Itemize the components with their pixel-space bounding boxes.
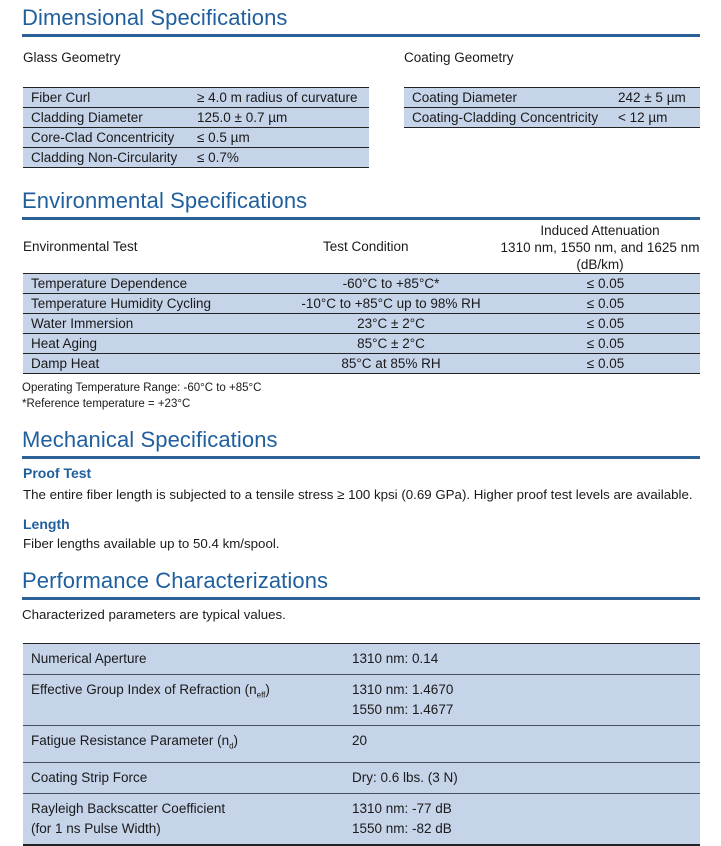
param-value-line: 1550 nm: 1.4677 xyxy=(352,702,454,717)
environmental-specifications-heading: Environmental Specifications xyxy=(22,187,700,220)
spec-value: ≤ 0.5 µm xyxy=(189,128,369,148)
performance-characterizations-heading: Performance Characterizations xyxy=(22,567,700,600)
param-value xyxy=(344,644,700,675)
induced-attenuation-header xyxy=(480,222,720,273)
glass-geometry-table xyxy=(23,87,369,168)
env-condition: 85°C ± 2°C xyxy=(271,334,511,354)
param-name-text: Rayleigh Backscatter Coefficient xyxy=(31,800,226,816)
dimensional-specifications-heading: Dimensional Specifications xyxy=(22,4,700,37)
table-row xyxy=(23,644,700,675)
param-value xyxy=(344,793,700,845)
table-row xyxy=(23,675,700,726)
param-name-text: Fatigue Resistance Parameter (n xyxy=(31,733,230,748)
table-row xyxy=(404,108,700,128)
env-attenuation: ≤ 0.05 xyxy=(511,334,700,354)
spec-value: ≤ 0.7% xyxy=(189,148,369,168)
env-attenuation: ≤ 0.05 xyxy=(511,354,700,374)
param-value-line: Dry: 0.6 lbs. (3 N) xyxy=(352,769,458,785)
spec-value: < 12 µm xyxy=(610,108,700,128)
env-attenuation: ≤ 0.05 xyxy=(511,294,700,314)
table-row xyxy=(23,88,369,108)
param-subscript: d xyxy=(229,741,234,751)
env-condition: -60°C to +85°C* xyxy=(271,274,511,294)
param-name-text: Numerical Aperture xyxy=(31,651,147,666)
mechanical-specifications-heading: Mechanical Specifications xyxy=(22,426,700,459)
env-test: Water Immersion xyxy=(23,314,271,334)
coating-geometry-label: Coating Geometry xyxy=(404,50,514,65)
param-value xyxy=(344,675,700,726)
param-value xyxy=(344,726,700,763)
spec-name: Cladding Diameter xyxy=(23,108,189,128)
table-row xyxy=(23,334,700,354)
performance-intro: Characterized parameters are typical values. xyxy=(22,607,286,622)
param-value xyxy=(344,762,700,793)
glass-geometry-label: Glass Geometry xyxy=(23,50,121,65)
param-value-line: 20 xyxy=(352,733,368,748)
param-name xyxy=(23,793,344,845)
param-name-text: Coating Strip Force xyxy=(31,769,148,785)
table-row xyxy=(23,793,700,845)
spec-value: 242 ± 5 µm xyxy=(610,88,700,108)
param-name-text: (for 1 ns Pulse Width) xyxy=(31,820,161,836)
param-value-line: 1310 nm: -77 dB xyxy=(352,800,452,816)
table-row xyxy=(23,148,369,168)
spec-name: Coating-Cladding Concentricity xyxy=(404,108,610,128)
attenuation-header-line: 1310 nm, 1550 nm, and 1625 nm xyxy=(500,240,700,255)
spec-name: Core-Clad Concentricity xyxy=(23,128,189,148)
attenuation-header-line: Induced Attenuation xyxy=(540,223,660,238)
param-name xyxy=(23,644,344,675)
performance-table xyxy=(23,643,700,846)
env-test: Temperature Dependence xyxy=(23,274,271,294)
table-row xyxy=(23,294,700,314)
param-name xyxy=(23,726,344,763)
table-row xyxy=(23,274,700,294)
spec-value: ≥ 4.0 m radius of curvature xyxy=(189,88,369,108)
param-name xyxy=(23,675,344,726)
table-row xyxy=(23,108,369,128)
test-condition-header: Test Condition xyxy=(323,239,409,254)
spec-name: Coating Diameter xyxy=(404,88,610,108)
spec-name: Fiber Curl xyxy=(23,88,189,108)
environmental-test-header: Environmental Test xyxy=(23,239,138,254)
table-row xyxy=(404,88,700,108)
reference-temperature-note: *Reference temperature = +23°C xyxy=(22,398,191,410)
env-test: Heat Aging xyxy=(23,334,271,354)
param-name-text: Effective Group Index of Refraction (n xyxy=(31,682,257,697)
proof-test-text: The entire fiber length is subjected to a tensile stress ≥ 100 kpsi (0.69 GPa). Higher proof test levels are available. xyxy=(23,487,693,502)
env-test: Damp Heat xyxy=(23,354,271,374)
param-name-text: ) xyxy=(233,733,239,748)
length-label: Length xyxy=(23,516,70,532)
env-attenuation: ≤ 0.05 xyxy=(511,274,700,294)
env-condition: 85°C at 85% RH xyxy=(271,354,511,374)
table-row xyxy=(23,314,700,334)
table-row xyxy=(23,726,700,763)
param-value-line: 1310 nm: 1.4670 xyxy=(352,682,454,697)
operating-temperature-note: Operating Temperature Range: -60°C to +85°C xyxy=(22,382,262,394)
param-name xyxy=(23,762,344,793)
length-text: Fiber lengths available up to 50.4 km/spool. xyxy=(23,536,280,551)
table-row xyxy=(23,354,700,374)
table-row xyxy=(23,762,700,793)
env-attenuation: ≤ 0.05 xyxy=(511,314,700,334)
param-value-line: 1550 nm: -82 dB xyxy=(352,820,452,836)
attenuation-header-line: (dB/km) xyxy=(576,257,624,272)
param-name-text: ) xyxy=(265,682,270,697)
spec-name: Cladding Non-Circularity xyxy=(23,148,189,168)
proof-test-label: Proof Test xyxy=(23,465,92,481)
env-condition: -10°C to +85°C up to 98% RH xyxy=(271,294,511,314)
spec-value: 125.0 ± 0.7 µm xyxy=(189,108,369,128)
environmental-table xyxy=(23,273,700,374)
env-condition: 23°C ± 2°C xyxy=(271,314,511,334)
param-subscript: eff xyxy=(256,690,266,700)
coating-geometry-table xyxy=(404,87,700,128)
env-test: Temperature Humidity Cycling xyxy=(23,294,271,314)
table-row xyxy=(23,128,369,148)
param-value-line: 1310 nm: 0.14 xyxy=(352,651,439,666)
